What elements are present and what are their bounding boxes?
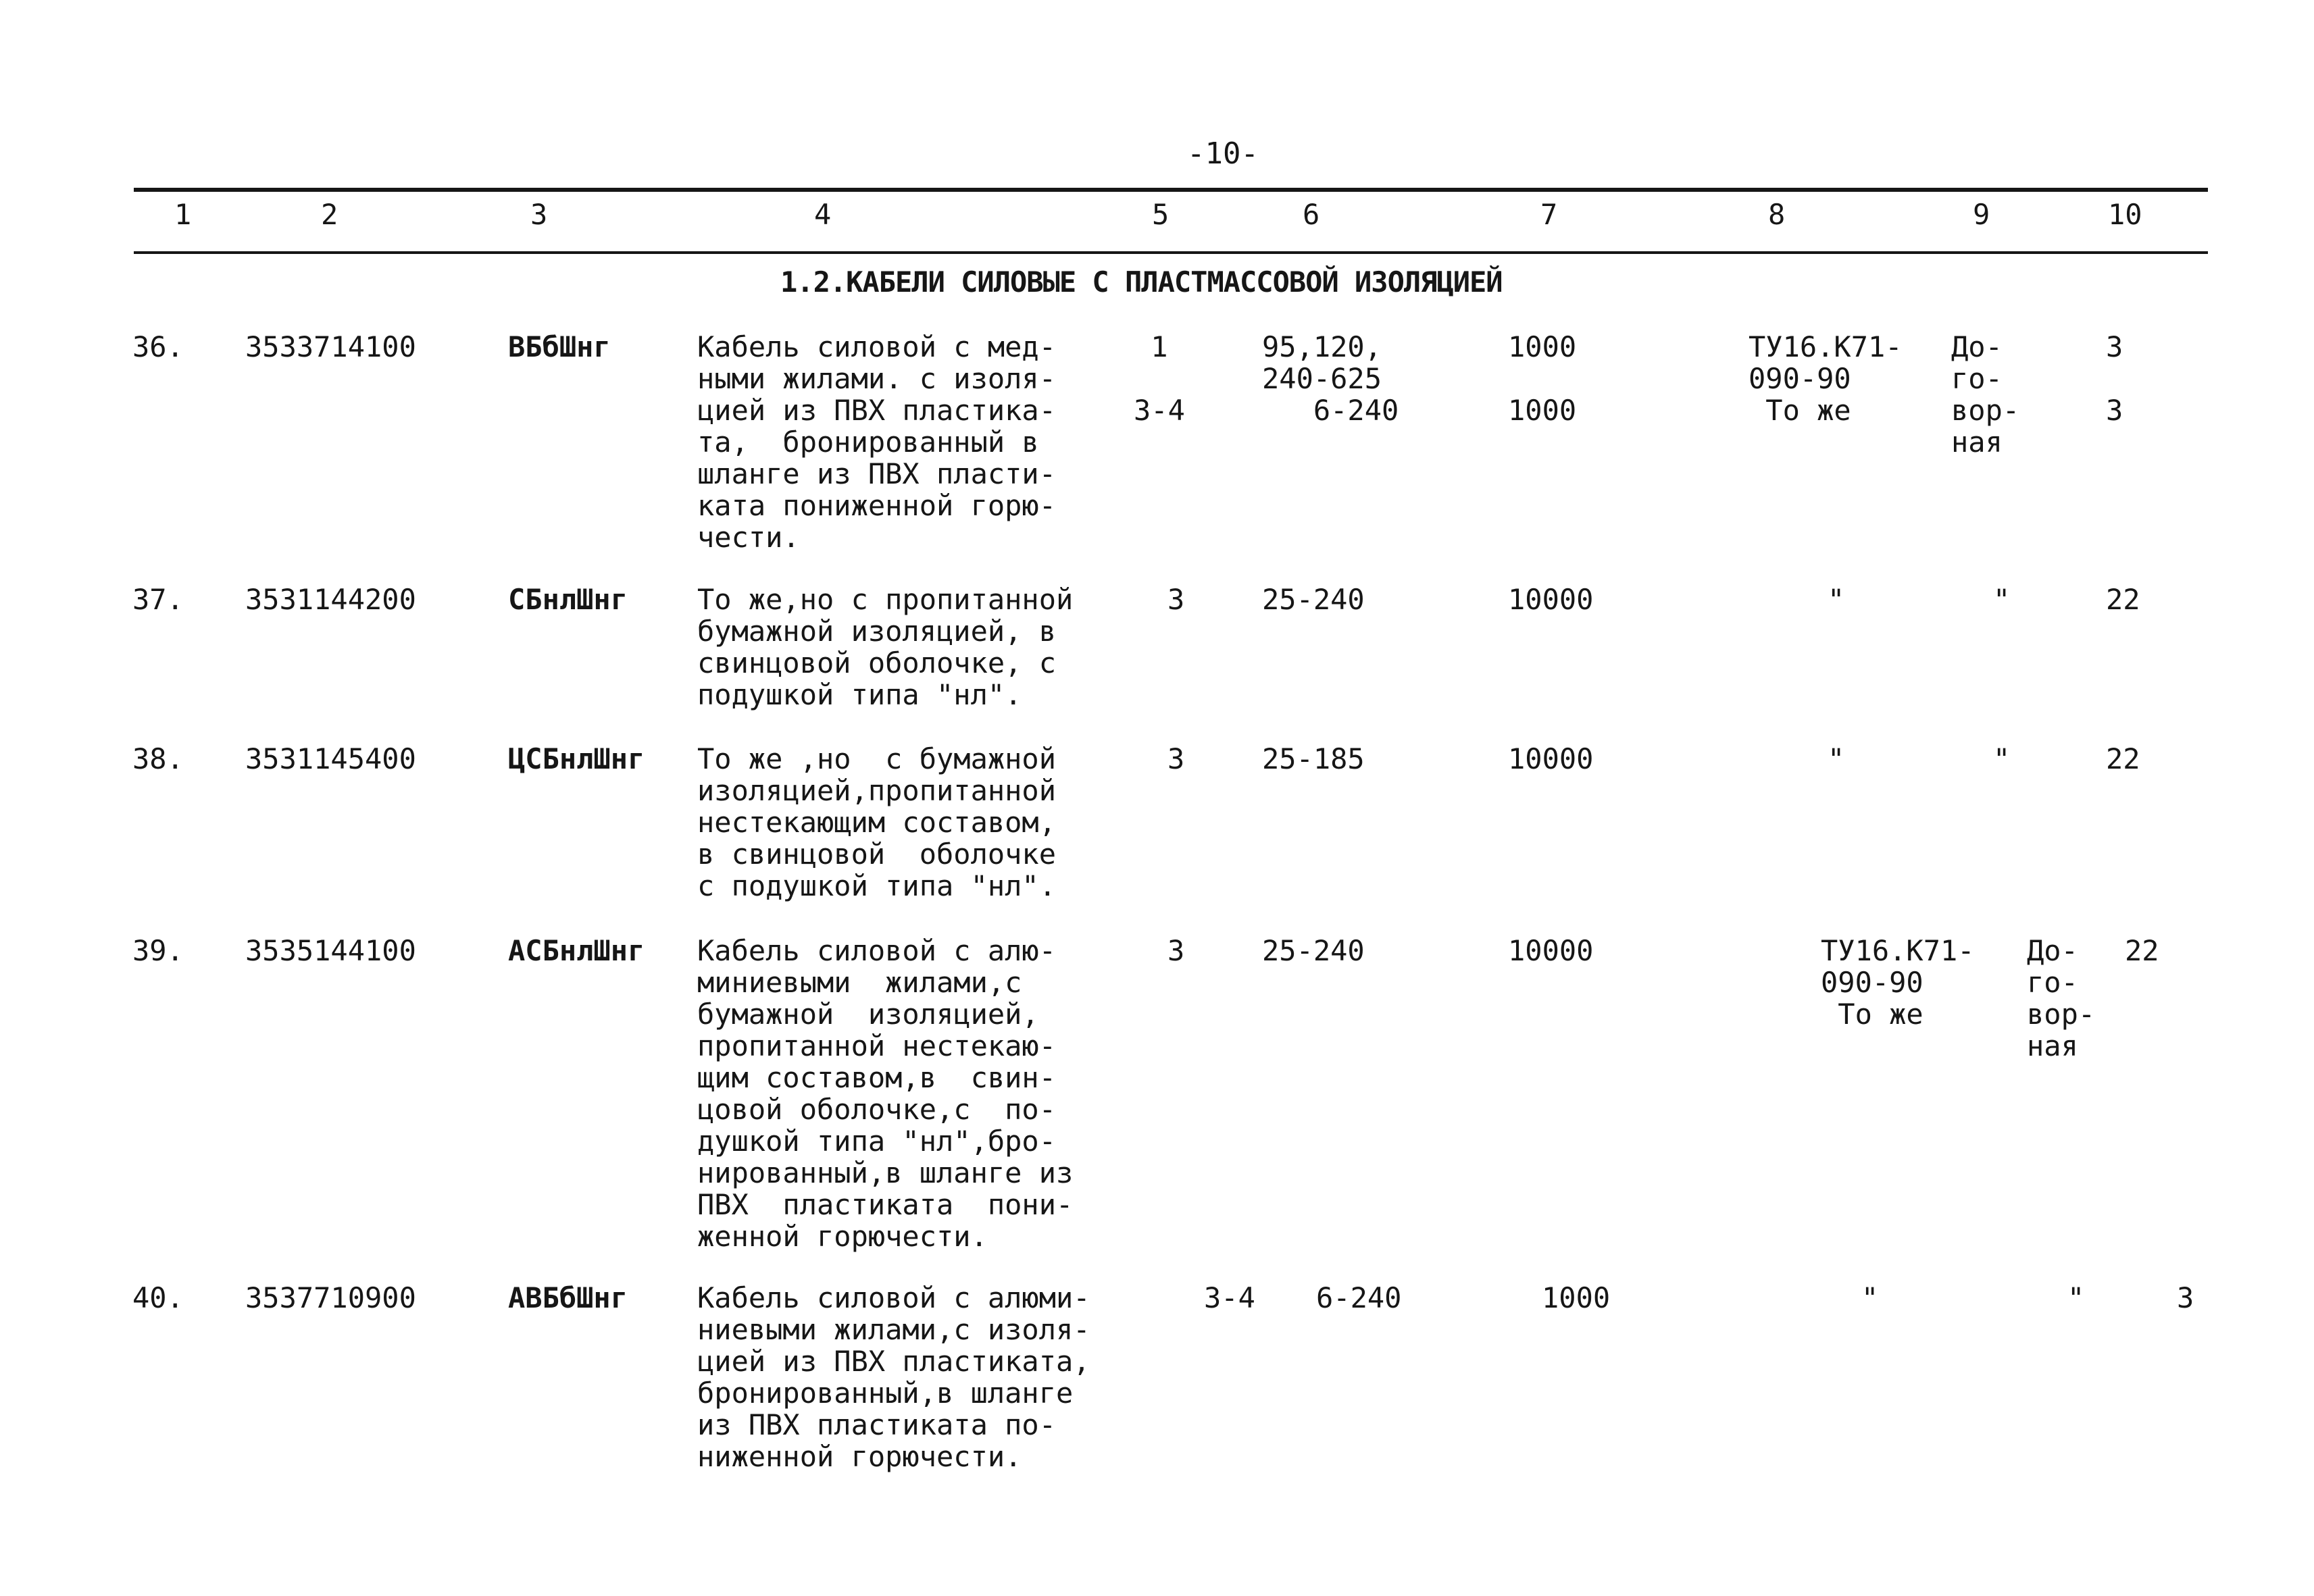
price-type: " [1993, 742, 2011, 775]
header-bottom-rule [134, 251, 2208, 254]
voltage: 1000 1000 [1508, 330, 1577, 427]
product-code: 3531144200 [245, 583, 416, 616]
core-count: 1 3-4 [1134, 330, 1185, 427]
cross-section: 25-185 [1262, 742, 1365, 775]
cable-mark: ВБбШнг [508, 330, 611, 363]
core-count: 3 [1167, 742, 1185, 775]
cable-description: То же,но с пропитанной бумажной изоляцией, в свинцовой оболочке, с подушкой типа "нл". [697, 583, 1074, 711]
column-10-value: 22 [2106, 583, 2140, 616]
column-header-5: 5 [1152, 198, 1169, 231]
column-header-9: 9 [1973, 198, 1990, 231]
row-number: 37. [132, 583, 184, 616]
spec-reference: ТУ16.К71- 090-90 То же [1821, 934, 1975, 1031]
voltage: 1000 [1542, 1281, 1611, 1314]
product-code: 3533714100 [245, 330, 416, 363]
price-type: До- го- вор- ная [1951, 330, 2020, 459]
voltage: 10000 [1508, 934, 1594, 967]
column-10-value: 3 [2177, 1281, 2194, 1314]
column-header-10: 10 [2108, 198, 2142, 231]
cable-mark: СБнлШнг [508, 583, 628, 616]
column-10-value: 22 [2106, 742, 2140, 775]
product-code: 3537710900 [245, 1281, 416, 1314]
cable-mark: ЦСБнлШнг [508, 742, 645, 775]
column-header-7: 7 [1540, 198, 1558, 231]
column-header-1: 1 [174, 198, 192, 231]
page-number: -10- [1187, 136, 1259, 171]
column-10-value: 3 3 [2106, 330, 2123, 427]
cable-description: Кабель силовой с мед- ными жилами. с изоля- цией из ПВХ пластика- та, бронированный в шланге из ПВХ пласти- ката пониженной горю- чести. [697, 330, 1057, 554]
cable-description: То же ,но с бумажной изоляцией,пропитанной нестекающим составом, в свинцовой оболочке с подушкой типа "нл". [697, 742, 1057, 902]
cable-description: Кабель силовой с алю- миниевыми жилами,с бумажной изоляцией, пропитанной нестекаю- щим составом,в свин- цовой оболочке,с по- душкой типа "нл",бро- нированный,в шланге из ПВХ пластиката пони- женной горючести. [697, 934, 1074, 1253]
section-title: 1.2.КАБЕЛИ СИЛОВЫЕ С ПЛАСТМАССОВОЙ ИЗОЛЯЦИЕЙ [780, 265, 1503, 299]
column-header-4: 4 [814, 198, 832, 231]
row-number: 40. [132, 1281, 184, 1314]
product-code: 3531145400 [245, 742, 416, 775]
cable-mark: АВБбШнг [508, 1281, 628, 1314]
voltage: 10000 [1508, 742, 1594, 775]
core-count: 3 [1167, 583, 1185, 616]
spec-reference: " [1861, 1281, 1879, 1314]
row-number: 36. [132, 330, 184, 363]
price-type: До- го- вор- ная [2027, 934, 2096, 1062]
price-type: " [2067, 1281, 2085, 1314]
column-header-8: 8 [1768, 198, 1786, 231]
cable-mark: АСБнлШнг [508, 934, 645, 967]
cross-section: 25-240 [1262, 583, 1365, 616]
header-top-rule [134, 188, 2208, 192]
cable-description: Кабель силовой с алюми- ниевыми жилами,с изоля- цией из ПВХ пластиката, бронированный,в шланге из ПВХ пластиката по- ниженной горючести. [697, 1281, 1090, 1473]
spec-reference: " [1828, 742, 1845, 775]
spec-reference: " [1828, 583, 1845, 616]
voltage: 10000 [1508, 583, 1594, 616]
cross-section: 6-240 [1316, 1281, 1402, 1314]
row-number: 38. [132, 742, 184, 775]
column-header-3: 3 [530, 198, 548, 231]
price-type: " [1993, 583, 2011, 616]
column-10-value: 22 [2125, 934, 2159, 967]
cross-section: 95,120, 240-625 6-240 [1262, 330, 1399, 427]
core-count: 3 [1167, 934, 1185, 967]
column-header-2: 2 [321, 198, 338, 231]
spec-reference: ТУ16.К71- 090-90 То же [1749, 330, 1903, 427]
row-number: 39. [132, 934, 184, 967]
product-code: 3535144100 [245, 934, 416, 967]
column-header-6: 6 [1303, 198, 1320, 231]
core-count: 3-4 [1204, 1281, 1255, 1314]
cross-section: 25-240 [1262, 934, 1365, 967]
